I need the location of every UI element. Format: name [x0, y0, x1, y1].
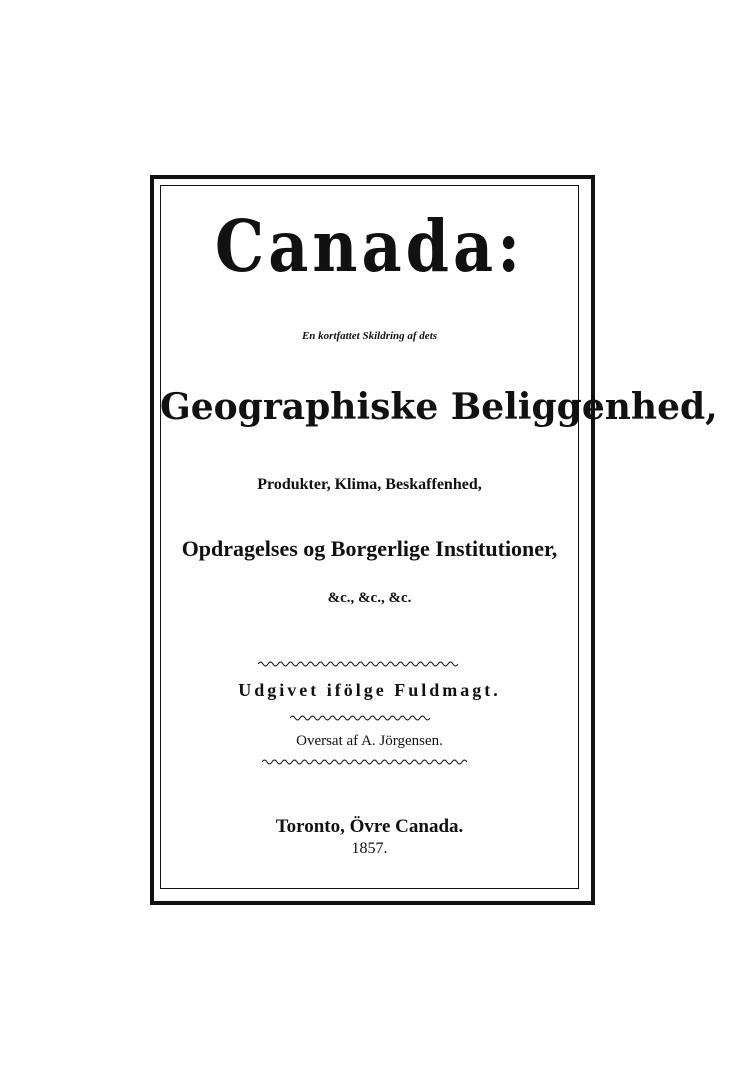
institutions-line: Opdragelses og Borgerlige Institutioner,	[181, 536, 558, 561]
page-title: Canada:	[214, 204, 525, 289]
wave-divider-1	[258, 660, 458, 668]
etc-line: &c., &c., &c.	[327, 590, 412, 606]
wave-divider-3	[262, 758, 467, 766]
published-notice: Udgivet ifölge Fuldmagt.	[238, 680, 501, 700]
publication-place: Toronto, Övre Canada.	[275, 816, 464, 837]
main-heading: Geographiske Beliggenhed,	[160, 386, 718, 428]
translator-credit: Oversat af A. Jörgensen.	[296, 733, 443, 749]
products-line: Produkter, Klima, Beskaffenhed,	[257, 476, 482, 493]
subtitle: En kortfattet Skildring af dets	[301, 330, 438, 342]
publication-year: 1857.	[351, 840, 388, 857]
wave-divider-2	[290, 714, 430, 722]
